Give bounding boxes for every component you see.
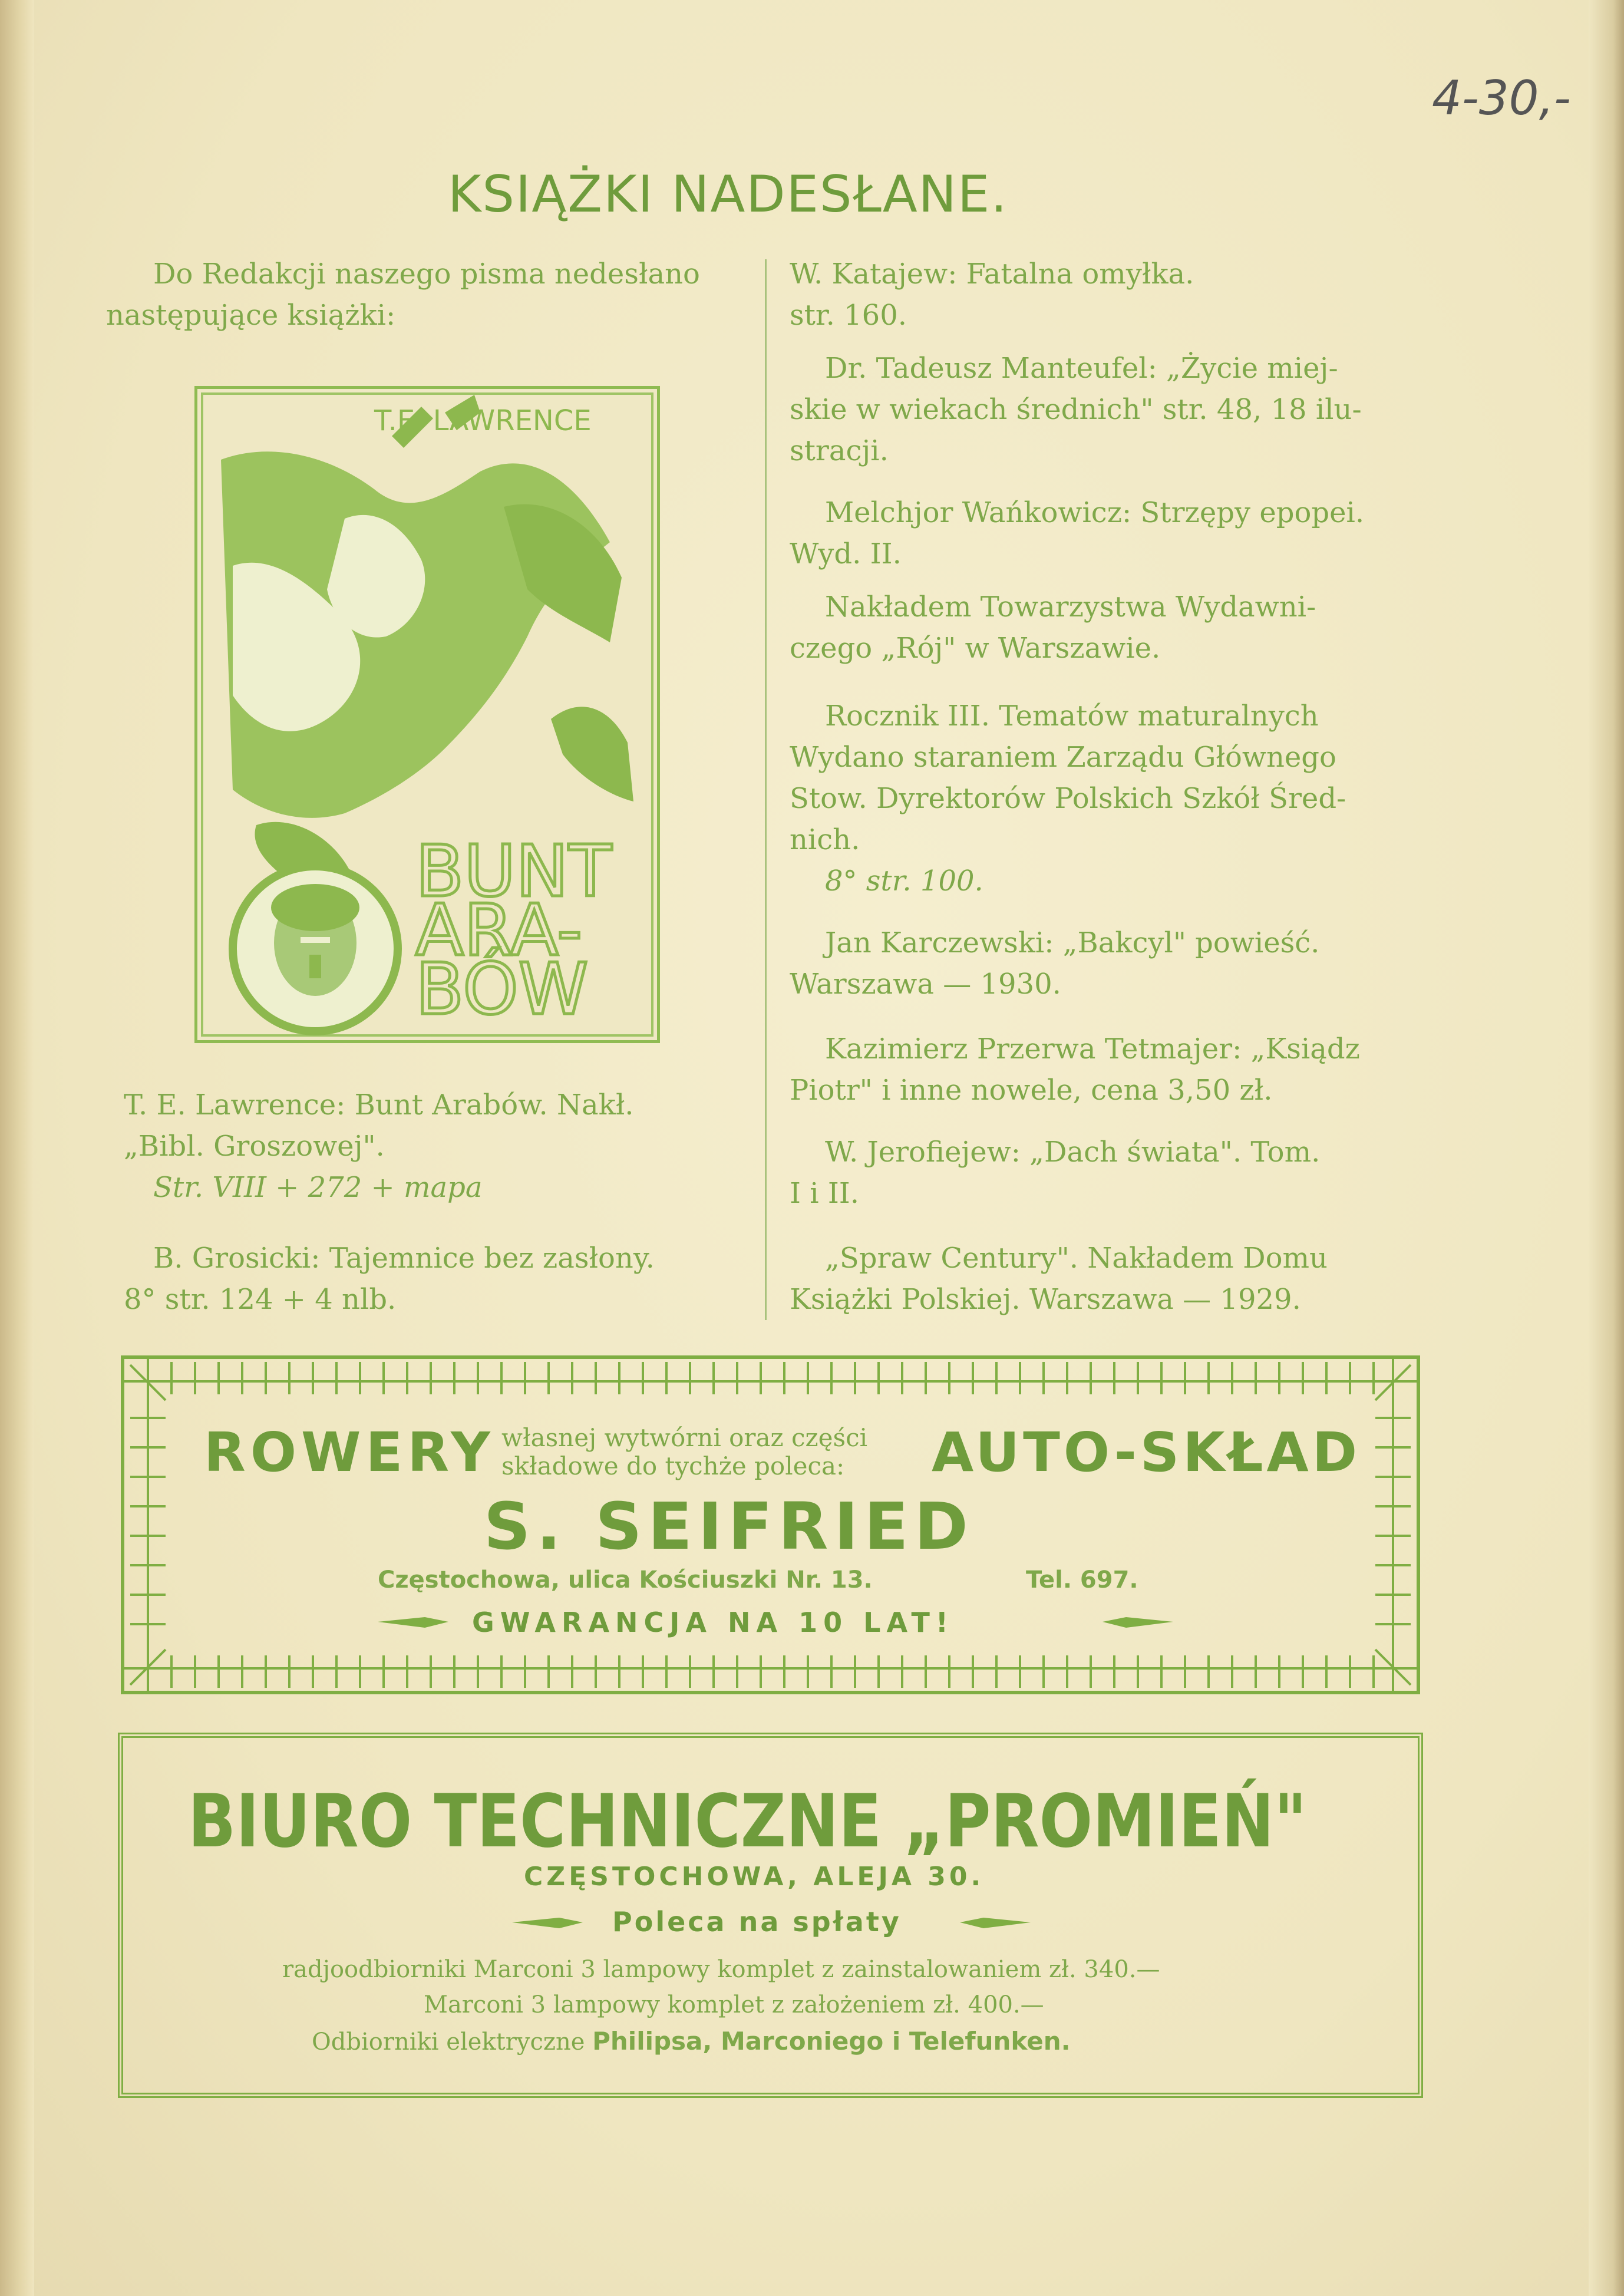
entry-line: W. Jerofiejew: „Dach świata". Tom. <box>825 1136 1321 1169</box>
cover-title-line: BUNT <box>415 831 612 913</box>
book-entry <box>790 922 1432 1005</box>
ad-middle-text <box>501 1424 867 1480</box>
ad-middle-line: składowe do tychże poleca: <box>501 1452 845 1480</box>
entry-line: W. Katajew: Fatalna omyłka. <box>790 258 1194 291</box>
ad-title: BIURO TECHNICZNE „PROMIEŃ" <box>188 1779 1307 1864</box>
ad-address: CZĘSTOCHOWA, ALEJA 30. <box>524 1862 985 1892</box>
binding-edge <box>0 0 34 2296</box>
entry-line-italic: 8° str. 100. <box>825 865 983 898</box>
advertisement-promien <box>118 1733 1423 2098</box>
cover-title-line: BÓW <box>415 949 589 1031</box>
entry-line: Książki Polskiej. Warszawa — 1929. <box>790 1283 1301 1316</box>
ad-left-word: ROWERY <box>204 1421 495 1484</box>
intro-line: następujące książki: <box>106 299 396 332</box>
entry-line: 8° str. 124 + 4 nlb. <box>124 1283 397 1316</box>
ad-line: radjoodbiorniki Marconi 3 lampowy komplet z zainstalowaniem zł. 340.— <box>282 1956 1160 1983</box>
entry-line: „Spraw Century". Nakładem Domu <box>825 1242 1328 1275</box>
entry-line: Kazimierz Przerwa Tetmajer: „Ksiądz <box>825 1032 1360 1065</box>
entry-line: Nakładem Towarzystwa Wydawni- <box>825 591 1316 624</box>
book-entry <box>790 586 1432 669</box>
book-entry <box>790 1131 1432 1214</box>
entry-line: Wyd. II. <box>790 537 902 570</box>
entry-line: „Bibl. Groszowej". <box>124 1130 385 1163</box>
ad-line-prefix: Odbiorniki elektryczne <box>312 2028 585 2056</box>
entry-line: Dr. Tadeusz Manteufel: „Życie miej- <box>825 352 1338 385</box>
pointing-hand-icon <box>512 1912 583 1934</box>
book-entry <box>790 348 1432 471</box>
book-entry <box>124 1238 748 1320</box>
book-entry <box>790 1238 1432 1320</box>
page-title: KSIĄŻKI NADESŁANE. <box>448 165 1008 224</box>
ad-company-name: S. SEIFRIED <box>484 1489 974 1564</box>
ad-line: Marconi 3 lampowy komplet z założeniem zł. 400.— <box>424 1991 1044 2018</box>
entry-line: czego „Rój" w Warszawie. <box>790 632 1161 665</box>
ad-right-word: AUTO-SKŁAD <box>932 1421 1361 1484</box>
intro-line: Do Redakcji naszego pisma nedesłano <box>153 258 700 291</box>
entry-line: Stow. Dyrektorów Polskich Szkół Śred- <box>790 782 1346 815</box>
entry-line: Wydano staraniem Zarządu Głównego <box>790 741 1336 774</box>
advertisement-seifried <box>121 1355 1420 1694</box>
ad-address: Częstochowa, ulica Kościuszki Nr. 13. <box>378 1566 873 1594</box>
entry-line: stracji. <box>790 434 889 467</box>
intro-paragraph <box>106 253 748 336</box>
ad-offer: Poleca na spłaty <box>612 1906 902 1938</box>
entry-line: T. E. Lawrence: Bunt Arabów. Nakł. <box>124 1088 634 1121</box>
cover-artwork <box>197 389 657 1040</box>
ad-line <box>312 2027 1071 2056</box>
cover-title-line: ARA- <box>415 890 583 972</box>
book-entry <box>790 492 1432 575</box>
entry-line: Rocznik III. Tematów maturalnych <box>825 700 1319 733</box>
page-edge <box>1589 0 1624 2296</box>
entry-line: skie w wiekach średnich" str. 48, 18 ilu- <box>790 393 1362 426</box>
entry-line: Jan Karczewski: „Bakcyl" powieść. <box>825 926 1320 959</box>
entry-line-italic: Str. VIII + 272 + mapa <box>153 1171 483 1204</box>
book-entry <box>790 253 1432 336</box>
handwritten-note: 4-30,- <box>1432 71 1571 126</box>
entry-line: Melchjor Wańkowicz: Strzępy epopei. <box>825 496 1365 529</box>
book-entry <box>790 1028 1432 1111</box>
pointing-hand-icon <box>1103 1611 1173 1634</box>
ad-line-brands: Philipsa, Marconiego i Telefunken. <box>592 2027 1071 2056</box>
entry-line: nich. <box>790 823 860 856</box>
book-cover-illustration <box>194 386 660 1043</box>
entry-line: str. 160. <box>790 299 907 332</box>
ad-phone: Tel. 697. <box>1026 1566 1138 1594</box>
entry-line: B. Grosicki: Tajemnice bez zasłony. <box>153 1242 655 1275</box>
entry-line: I i II. <box>790 1177 860 1210</box>
cover-author: T.E. LAWRENCE <box>374 404 592 437</box>
pointing-hand-icon <box>378 1611 448 1634</box>
entry-line: Warszawa — 1930. <box>790 968 1061 1001</box>
ad-middle-line: własnej wytwórni oraz części <box>501 1423 868 1452</box>
pointing-hand-icon <box>960 1912 1031 1934</box>
book-entry <box>124 1084 748 1208</box>
ad-guarantee: GWARANCJA NA 10 LAT! <box>472 1606 954 1638</box>
column-divider <box>765 259 767 1320</box>
entry-line: Piotr" i inne nowele, cena 3,50 zł. <box>790 1074 1273 1107</box>
book-entry <box>790 695 1432 902</box>
